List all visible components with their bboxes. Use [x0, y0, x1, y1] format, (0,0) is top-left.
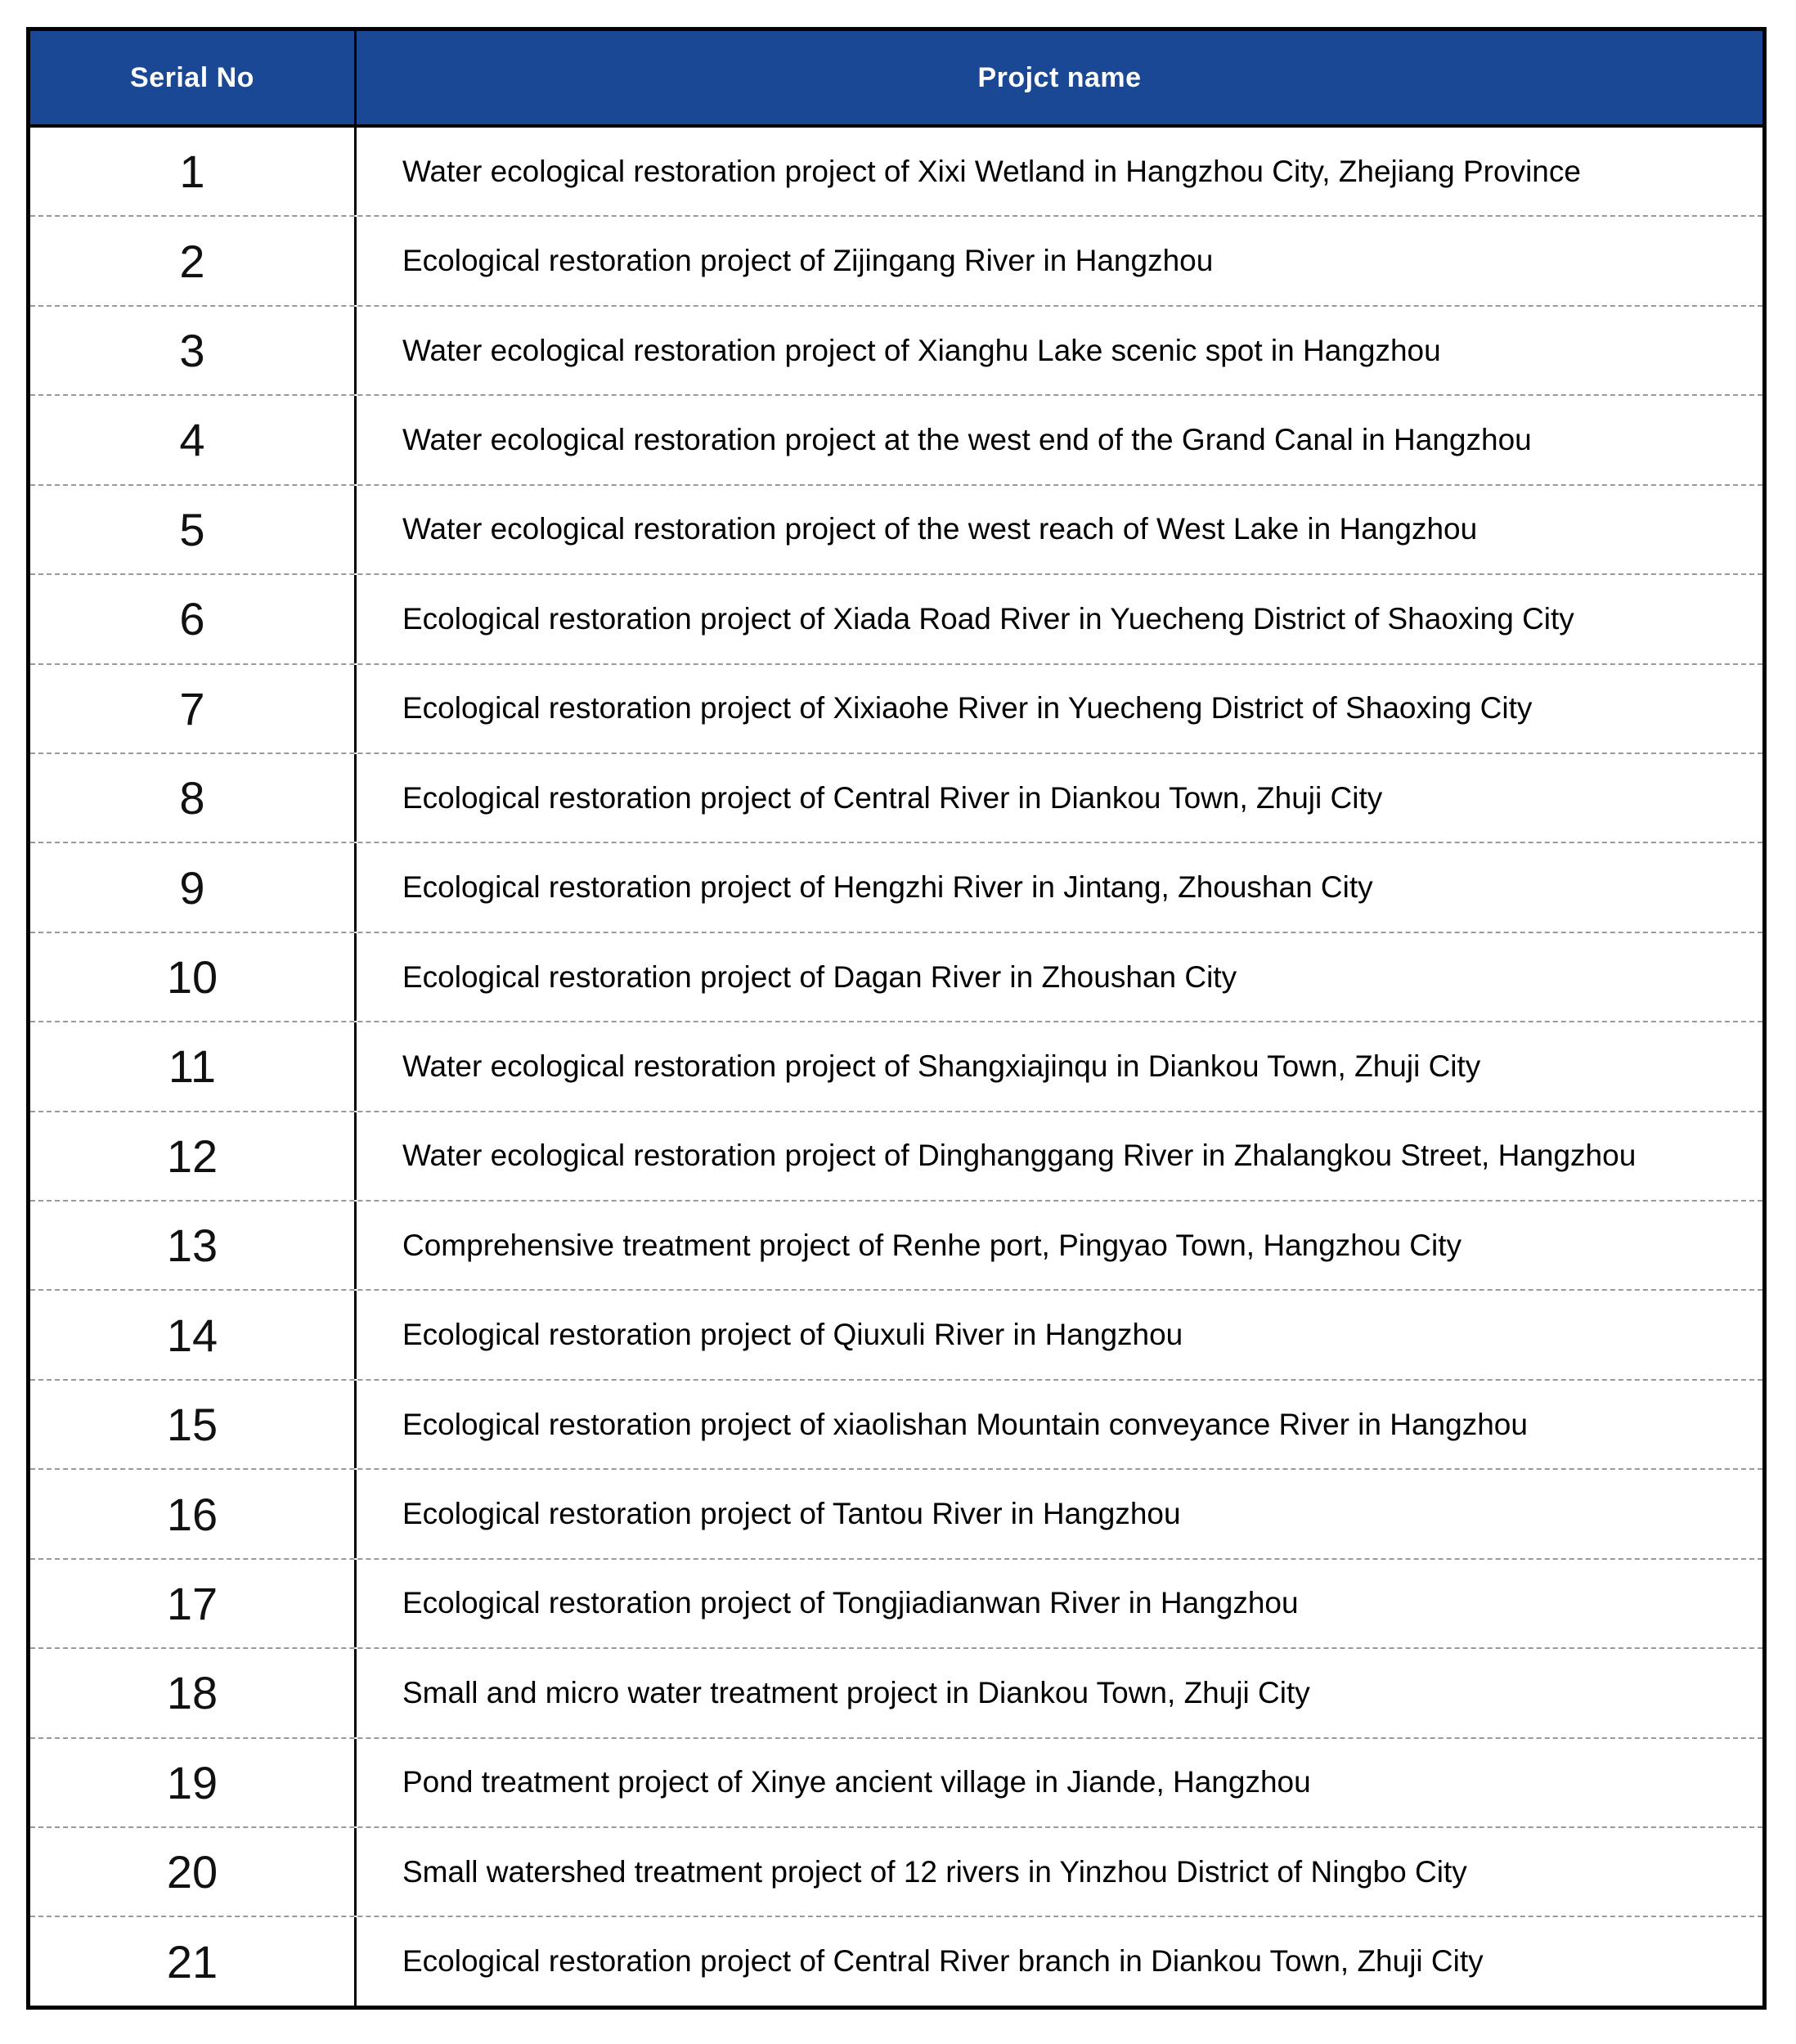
table-row [30, 1111, 1762, 1200]
table-body [30, 128, 1762, 2006]
project-name-cell: Water ecological restoration project of Dinghanggang River in Zhalangkou Street, Hangzhou [402, 1139, 1637, 1173]
project-name-cell: Small and micro water treatment project in Diankou Town, Zhuji City [402, 1675, 1310, 1709]
project-name-cell: Ecological restoration project of Qiuxuli River in Hangzhou [402, 1318, 1183, 1352]
serial-number-cell: 14 [30, 1291, 357, 1378]
serial-number-cell: 7 [30, 665, 357, 752]
table-row [30, 752, 1762, 842]
project-name-cell: Ecological restoration project of Xiada Road River in Yuecheng District of Shaoxing City [402, 601, 1574, 636]
project-name-cell: Ecological restoration project of Xixiaohe River in Yuecheng District of Shaoxing City [402, 691, 1533, 726]
serial-number-cell: 16 [30, 1470, 357, 1557]
table-row [30, 1737, 1762, 1826]
serial-number-cell: 5 [30, 486, 357, 573]
project-table [26, 27, 1767, 2010]
table-row [30, 305, 1762, 394]
serial-number-cell: 6 [30, 575, 357, 663]
project-name-cell: Water ecological restoration project of Xianghu Lake scenic spot in Hangzhou [402, 333, 1441, 367]
table-row [30, 128, 1762, 215]
serial-number-cell: 8 [30, 754, 357, 842]
serial-number-cell: 10 [30, 933, 357, 1021]
serial-number-cell: 21 [30, 1917, 357, 2005]
serial-number-cell: 18 [30, 1649, 357, 1736]
table-row [30, 394, 1762, 483]
project-name-cell: Small watershed treatment project of 12 rivers in Yinzhou District of Ningbo City [402, 1854, 1467, 1889]
project-name-cell: Ecological restoration project of Tongjiadianwan River in Hangzhou [402, 1586, 1299, 1620]
project-name-cell: Comprehensive treatment project of Renhe port, Pingyao Town, Hangzhou City [402, 1228, 1462, 1262]
project-name-cell: Water ecological restoration project of Xixi Wetland in Hangzhou City, Zhejiang Province [402, 154, 1581, 188]
table-row [30, 1647, 1762, 1736]
project-name-cell: Ecological restoration project of Zijingang River in Hangzhou [402, 244, 1214, 278]
project-name-cell: Ecological restoration project of Dagan River in Zhoushan City [402, 959, 1237, 994]
table-row [30, 1468, 1762, 1557]
table-row [30, 1021, 1762, 1110]
table-row [30, 1379, 1762, 1468]
header-cell-project-name: Projct name [977, 61, 1142, 93]
serial-number-cell: 20 [30, 1828, 357, 1916]
project-name-cell: Ecological restoration project of Central River in Diankou Town, Zhuji City [402, 780, 1383, 815]
project-name-cell: Pond treatment project of Xinye ancient village in Jiande, Hangzhou [402, 1765, 1311, 1799]
table-row [30, 1916, 1762, 2005]
table-row [30, 1558, 1762, 1647]
project-name-cell: Ecological restoration project of xiaolishan Mountain conveyance River in Hangzhou [402, 1407, 1528, 1441]
serial-number-cell: 11 [30, 1022, 357, 1110]
table-header-row [30, 31, 1762, 128]
table-row [30, 1826, 1762, 1916]
serial-number-cell: 9 [30, 843, 357, 931]
project-name-cell: Water ecological restoration project at the west end of the Grand Canal in Hangzhou [402, 422, 1532, 456]
project-name-cell: Water ecological restoration project of the west reach of West Lake in Hangzhou [402, 512, 1478, 546]
table-row [30, 1200, 1762, 1289]
serial-number-cell: 2 [30, 217, 357, 304]
table-row [30, 842, 1762, 931]
table-row [30, 484, 1762, 573]
serial-number-cell: 12 [30, 1112, 357, 1200]
table-row [30, 1289, 1762, 1378]
table-row [30, 215, 1762, 304]
serial-number-cell: 13 [30, 1202, 357, 1289]
serial-number-cell: 19 [30, 1739, 357, 1826]
serial-number-cell: 15 [30, 1381, 357, 1468]
project-name-cell: Ecological restoration project of Central River branch in Diankou Town, Zhuji City [402, 1944, 1484, 1979]
table-row [30, 932, 1762, 1021]
project-name-cell: Water ecological restoration project of Shangxiajinqu in Diankou Town, Zhuji City [402, 1049, 1481, 1083]
serial-number-cell: 3 [30, 307, 357, 394]
project-name-cell: Ecological restoration project of Hengzhi River in Jintang, Zhoushan City [402, 870, 1373, 905]
table-row [30, 573, 1762, 663]
header-cell-serial-no: Serial No [30, 31, 357, 124]
serial-number-cell: 4 [30, 396, 357, 483]
table-row [30, 663, 1762, 752]
serial-number-cell: 1 [30, 128, 357, 215]
project-name-cell: Ecological restoration project of Tantou River in Hangzhou [402, 1497, 1181, 1531]
serial-number-cell: 17 [30, 1560, 357, 1647]
